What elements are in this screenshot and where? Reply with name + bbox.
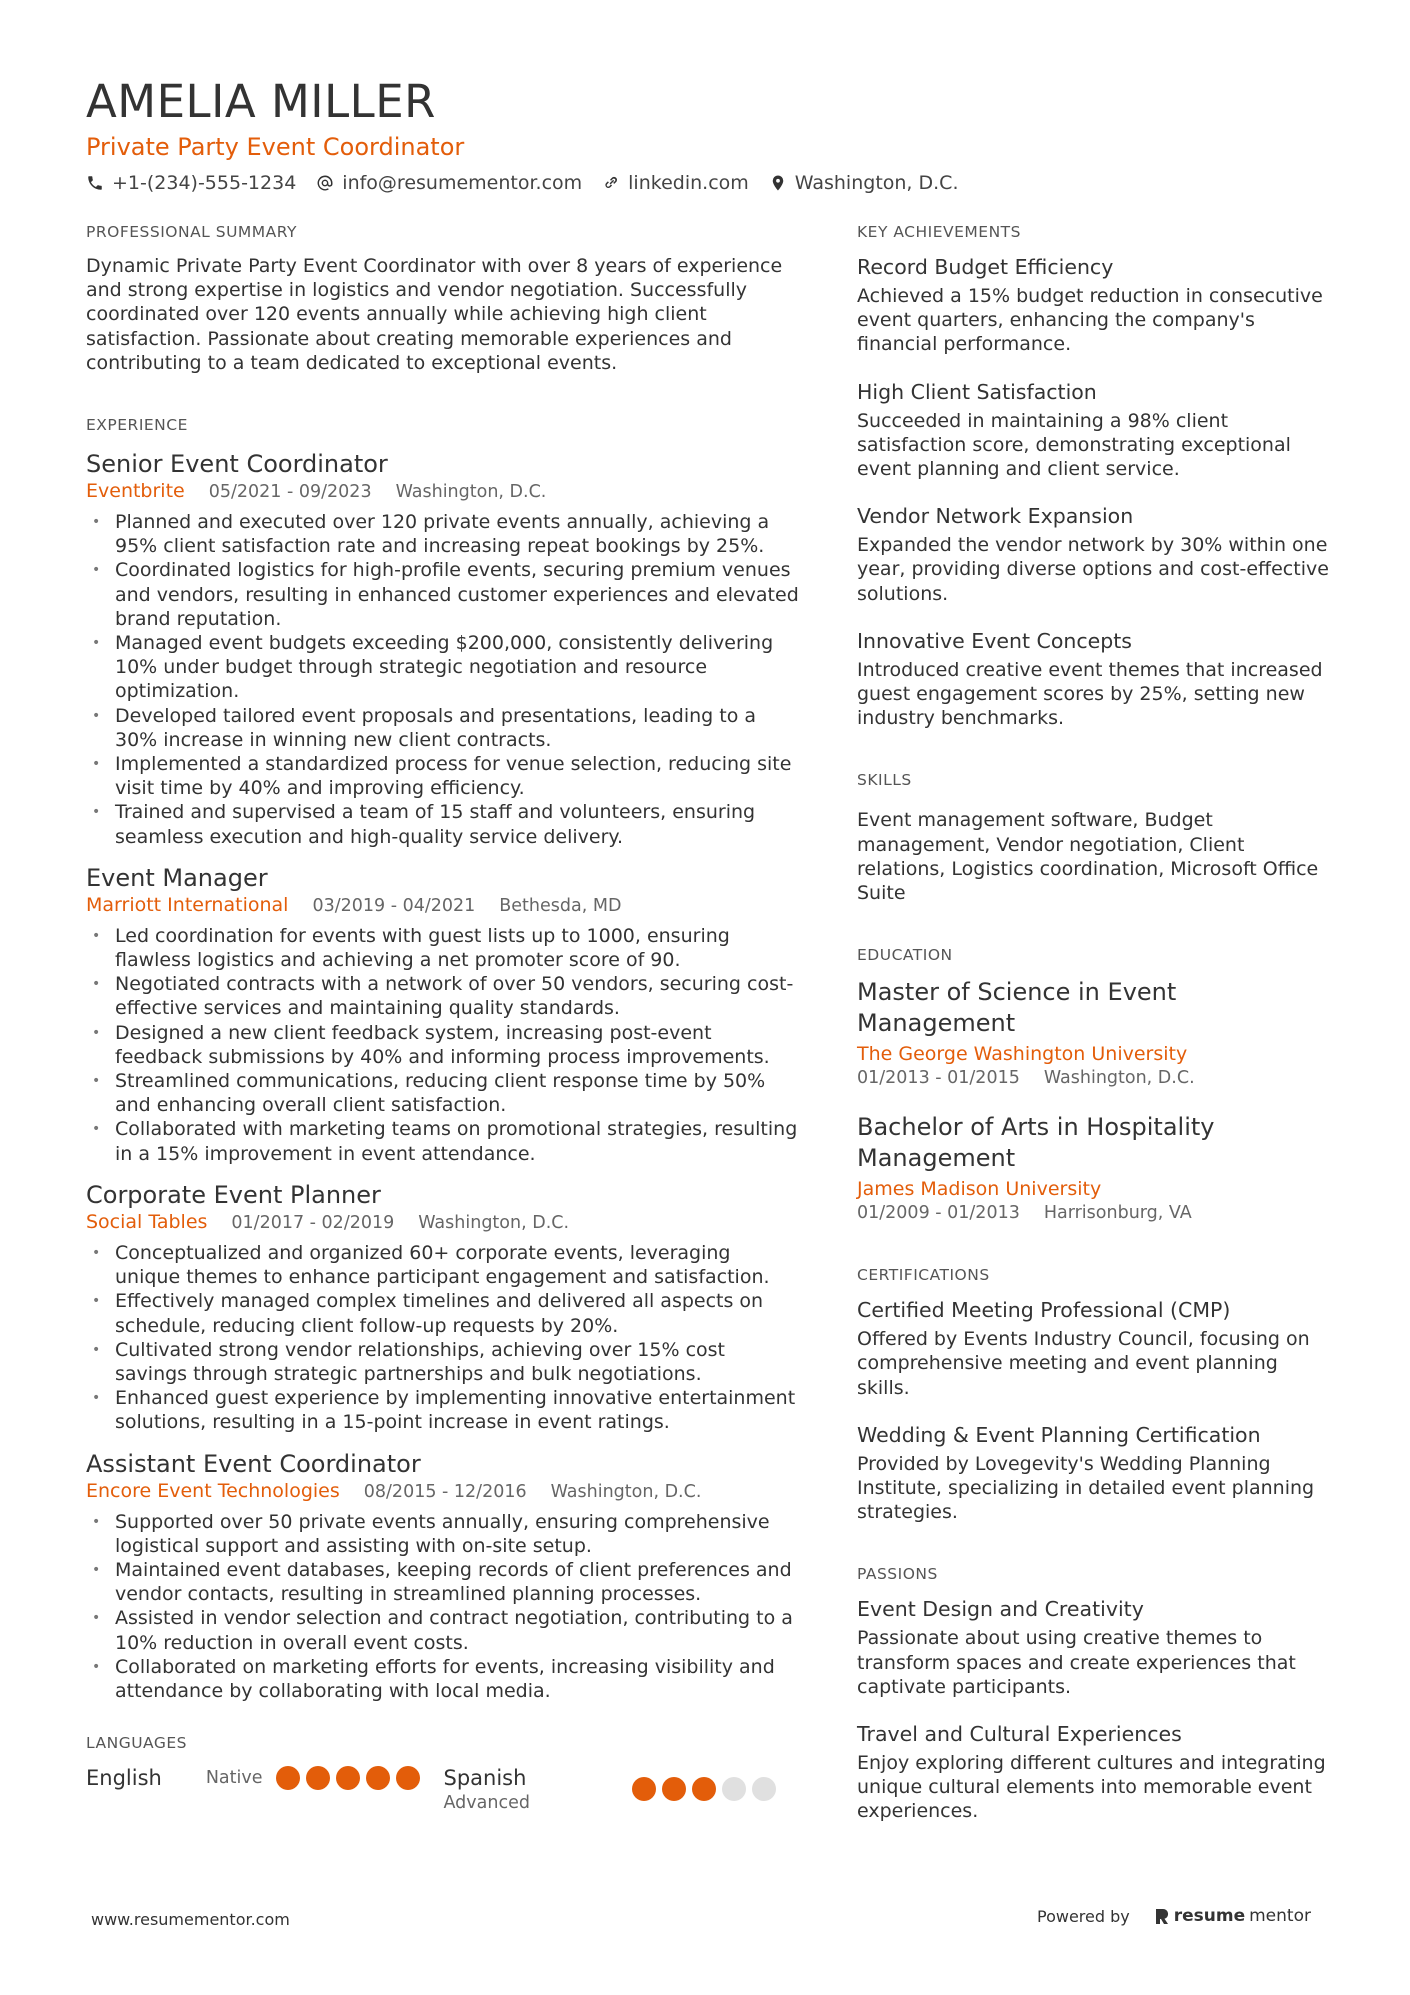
language-list <box>86 1765 801 1815</box>
bullet-item: • Developed tailored event proposals and presentations, leading to a 30% increase in winning new client contracts. <box>86 704 801 752</box>
degree-title: Bachelor of Arts in Hospitality Management <box>857 1113 1215 1172</box>
experience-section <box>86 415 801 1703</box>
certifications-section <box>857 1265 1332 1524</box>
school-name: The George Washington University <box>857 1043 1188 1066</box>
footer-website[interactable]: www.resumementor.com <box>91 1910 290 1929</box>
bullet-item: • Planned and executed over 120 private events annually, achieving a 95% client satisfaction rate and increasing repeat bookings by 25%. <box>86 510 801 558</box>
job-meta <box>86 1479 801 1504</box>
certifications-item <box>857 1422 1332 1525</box>
brand-bold: resume <box>1173 1906 1246 1926</box>
passions-desc: Enjoy exploring different cultures and integrating unique cultural elements into memorable event experiences. <box>857 1752 1326 1823</box>
bullet-item: • Cultivated strong vendor relationships, achieving over 15% cost savings through strategic partnerships and bulk negotiations. <box>86 1338 801 1386</box>
education-meta <box>857 1201 1332 1225</box>
bullet-item: • Led coordination for events with guest lists up to 1000, ensuring flawless logistics and achieving a net promoter score of 90. <box>86 924 801 972</box>
language-name: Spanish <box>443 1766 527 1791</box>
certification-list <box>857 1297 1332 1524</box>
job-entry <box>86 1180 801 1435</box>
job-bullets <box>86 510 801 849</box>
bullet-item: • Collaborated with marketing teams on promotional strategies, resulting in a 15% improvement in event attendance. <box>86 1117 801 1165</box>
passions-item <box>857 1596 1332 1699</box>
language-text <box>86 1765 276 1791</box>
achievements-section <box>857 222 1332 730</box>
company-name: Eventbrite <box>86 480 185 503</box>
achievement-list <box>857 254 1332 730</box>
phone-icon <box>86 174 104 192</box>
bullet-item: • Maintained event databases, keeping records of client preferences and vendor contacts, resulting in streamlined planning processes. <box>86 1558 801 1606</box>
job-meta <box>86 1210 801 1235</box>
contact-location <box>769 170 959 196</box>
job-entry <box>86 449 801 849</box>
bullet-item: • Enhanced guest experience by implementing innovative entertainment solutions, resulting in a 15-point increase in event ratings. <box>86 1386 801 1434</box>
summary-text: Dynamic Private Party Event Coordinator with over 8 years of experience and strong expertise in logistics and vendor negotiation. Successfully coordinated over 120 events annually while achieving high client satisfaction. Passionate about creating memorable experiences and contributing to a team dedicated to exceptional events. <box>86 255 783 374</box>
brand-light: mentor <box>1249 1906 1311 1926</box>
achievements-item <box>857 379 1332 482</box>
job-location: Washington, D.C. <box>418 1212 570 1233</box>
contact-email[interactable] <box>316 170 582 196</box>
skills-section <box>857 770 1332 905</box>
languages-section <box>86 1733 801 1815</box>
bullet-item: • Implemented a standardized process for venue selection, reducing site visit time by 40% and improving efficiency. <box>86 752 801 800</box>
job-title: Senior Event Coordinator <box>86 450 388 479</box>
achievements-desc: Expanded the vendor network by 30% within one year, providing diverse options and cost-effective solutions. <box>857 534 1329 605</box>
language-item <box>86 1765 444 1791</box>
section-title: PROFESSIONAL SUMMARY <box>86 223 298 241</box>
certifications-title: Wedding & Event Planning Certification <box>857 1422 1261 1447</box>
rating-dot <box>396 1766 420 1790</box>
rating-dot <box>662 1777 686 1801</box>
job-meta <box>86 893 801 918</box>
education-item <box>857 977 1332 1090</box>
achievements-item <box>857 254 1332 357</box>
job-dates: 01/2017 - 02/2019 <box>231 1212 395 1233</box>
rating-dot <box>276 1766 300 1790</box>
language-rating <box>276 1766 420 1790</box>
rating-dot <box>366 1766 390 1790</box>
job-bullets <box>86 1510 801 1704</box>
language-name: English <box>86 1766 162 1791</box>
job-meta <box>86 479 801 504</box>
passion-list <box>857 1596 1332 1823</box>
phone-text: +1-(234)-555-1234 <box>112 172 297 194</box>
bullet-item: • Streamlined communications, reducing client response time by 50% and enhancing overall client satisfaction. <box>86 1069 801 1117</box>
passions-title: Event Design and Creativity <box>857 1597 1144 1622</box>
education-item <box>857 1112 1332 1225</box>
achievements-desc: Succeeded in maintaining a 98% client satisfaction score, demonstrating exceptional event planning and client service. <box>857 409 1291 481</box>
passions-section <box>857 1564 1332 1823</box>
achievements-item <box>857 628 1332 731</box>
right-column <box>857 222 1332 1824</box>
resumementor-logo-icon <box>1154 1907 1170 1925</box>
education-location: Harrisonburg, VA <box>1043 1203 1192 1224</box>
powered-by-label: Powered by <box>1037 1906 1130 1926</box>
section-title: EDUCATION <box>857 946 953 965</box>
rating-dot <box>306 1766 330 1790</box>
job-entry <box>86 863 801 1166</box>
achievements-desc: Introduced creative event themes that increased guest engagement scores by 25%, setting new industry benchmarks. <box>857 658 1323 730</box>
education-dates: 01/2013 - 01/2015 <box>857 1068 1020 1089</box>
job-list <box>86 449 801 1703</box>
job-title: Assistant Event Coordinator <box>86 1449 421 1478</box>
bullet-item: • Negotiated contracts with a network of over 50 vendors, securing cost-effective services and maintaining quality standards. <box>86 972 801 1020</box>
job-bullets <box>86 924 801 1166</box>
company-name: Encore Event Technologies <box>86 1479 340 1502</box>
language-rating <box>632 1777 776 1801</box>
email-text: info@resumementor.com <box>342 172 583 194</box>
section-title: PASSIONS <box>857 1565 938 1584</box>
link-icon <box>602 174 620 192</box>
job-bullets <box>86 1241 801 1435</box>
bullet-item: • Collaborated on marketing efforts for events, increasing visibility and attendance by collaborating with local media. <box>86 1655 801 1703</box>
certifications-item <box>857 1297 1332 1400</box>
brand-logo[interactable] <box>1154 1906 1311 1926</box>
education-meta <box>857 1066 1332 1090</box>
candidate-name: AMELIA MILLER <box>86 75 436 128</box>
rating-dot <box>692 1777 716 1801</box>
achievements-title: Innovative Event Concepts <box>857 628 1132 653</box>
education-location: Washington, D.C. <box>1043 1068 1195 1089</box>
passions-desc: Passionate about using creative themes to transform spaces and create experiences that captivate participants. <box>857 1627 1296 1698</box>
contact-phone <box>86 170 296 196</box>
job-dates: 08/2015 - 12/2016 <box>363 1481 527 1502</box>
job-title: Corporate Event Planner <box>86 1180 381 1209</box>
job-location: Washington, D.C. <box>395 482 547 503</box>
summary-section <box>86 222 801 375</box>
job-title: Event Manager <box>86 863 268 892</box>
bullet-item: • Managed event budgets exceeding $200,000, consistently delivering 10% under budget through strategic negotiation and resource optimization. <box>86 631 801 704</box>
contact-bar <box>86 170 1326 196</box>
contact-linkedin[interactable] <box>602 170 749 196</box>
school-name: James Madison University <box>857 1178 1102 1201</box>
language-level: Native <box>205 1768 263 1789</box>
location-pin-icon <box>769 174 787 192</box>
company-name: Marriott International <box>86 893 289 916</box>
language-text <box>444 1765 632 1815</box>
education-dates: 01/2009 - 01/2013 <box>857 1203 1020 1224</box>
left-column <box>86 222 801 1815</box>
location-text: Washington, D.C. <box>794 172 959 194</box>
rating-dot <box>632 1777 656 1801</box>
education-list <box>857 977 1332 1225</box>
job-location: Bethesda, MD <box>499 895 622 916</box>
language-level: Advanced <box>443 1793 530 1814</box>
achievements-title: Vendor Network Expansion <box>857 504 1134 529</box>
bullet-item: • Assisted in vendor selection and contract negotiation, contributing to a 10% reduction in overall event costs. <box>86 1606 801 1654</box>
resume-header <box>86 76 1326 196</box>
at-icon <box>316 174 334 192</box>
bullet-item: • Supported over 50 private events annually, ensuring comprehensive logistical support and assisting with on-site setup. <box>86 1510 801 1558</box>
section-title: LANGUAGES <box>86 1734 188 1753</box>
job-entry <box>86 1449 801 1704</box>
certifications-title: Certified Meeting Professional (CMP) <box>857 1298 1231 1323</box>
rating-dot <box>336 1766 360 1790</box>
education-section <box>857 945 1332 1225</box>
job-dates: 03/2019 - 04/2021 <box>312 895 476 916</box>
footer-brand <box>1037 1906 1311 1926</box>
achievements-title: High Client Satisfaction <box>857 379 1097 404</box>
section-title: KEY ACHIEVEMENTS <box>857 223 1021 241</box>
language-item <box>444 1765 802 1815</box>
certifications-desc: Offered by Events Industry Council, focusing on comprehensive meeting and event planning skills. <box>857 1328 1310 1399</box>
section-title: SKILLS <box>857 771 912 790</box>
linkedin-text: linkedin.com <box>628 172 749 194</box>
certifications-desc: Provided by Lovegevity's Wedding Planning Institute, specializing in detailed event planning strategies. <box>857 1452 1315 1524</box>
skills-text: Event management software, Budget management, Vendor negotiation, Client relations, Logistics coordination, Microsoft Office Suite <box>857 809 1319 905</box>
bullet-item: • Coordinated logistics for high-profile events, securing premium venues and vendors, resulting in enhanced customer experiences and elevated brand reputation. <box>86 558 801 631</box>
company-name: Social Tables <box>86 1210 208 1233</box>
passions-item <box>857 1721 1332 1824</box>
bullet-item: • Designed a new client feedback system, increasing post-event feedback submissions by 40% and informing process improvements. <box>86 1021 801 1069</box>
achievements-title: Record Budget Efficiency <box>857 255 1114 279</box>
section-title: CERTIFICATIONS <box>857 1266 990 1285</box>
passions-title: Travel and Cultural Experiences <box>857 1722 1182 1747</box>
rating-dot <box>722 1777 746 1801</box>
achievements-desc: Achieved a 15% budget reduction in consecutive event quarters, enhancing the company's financial performance. <box>857 285 1323 356</box>
section-title: EXPERIENCE <box>86 416 188 435</box>
achievements-item <box>857 503 1332 606</box>
degree-title: Master of Science in Event Management <box>857 978 1177 1037</box>
job-dates: 05/2021 - 09/2023 <box>208 482 372 503</box>
bullet-item: • Effectively managed complex timelines and delivered all aspects on schedule, reducing client follow-up requests by 20%. <box>86 1289 801 1337</box>
rating-dot <box>752 1777 776 1801</box>
bullet-item: • Conceptualized and organized 60+ corporate events, leveraging unique themes to enhance participant engagement and satisfaction. <box>86 1241 801 1289</box>
job-location: Washington, D.C. <box>550 1481 702 1502</box>
candidate-role: Private Party Event Coordinator <box>86 133 465 161</box>
bullet-item: • Trained and supervised a team of 15 staff and volunteers, ensuring seamless execution and high-quality service delivery. <box>86 800 801 848</box>
